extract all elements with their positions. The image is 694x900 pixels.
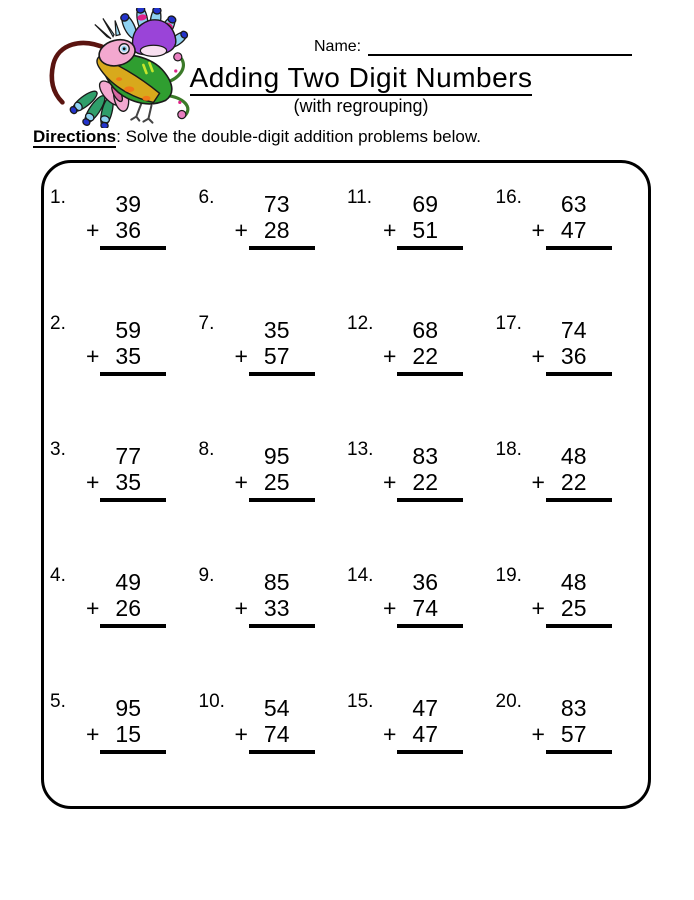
- addend-top: 77: [115, 443, 141, 469]
- problem-stack: [235, 191, 315, 250]
- addend-top: 68: [412, 317, 438, 343]
- problem-bottom-row: [86, 343, 166, 369]
- addend-bottom: 74: [412, 595, 438, 621]
- problem-stack: [235, 317, 315, 376]
- plus-sign: +: [234, 595, 248, 621]
- answer-line: [100, 246, 166, 250]
- addend-top: 95: [263, 443, 290, 469]
- addend-top: 54: [263, 695, 290, 721]
- answer-line: [397, 246, 463, 250]
- addend-top: 49: [115, 569, 141, 595]
- addend-top: 36: [412, 569, 438, 595]
- addition-problem: [199, 565, 348, 691]
- answer-line: [100, 372, 166, 376]
- addend-top: 63: [560, 191, 587, 217]
- problem-number: 10.: [198, 691, 225, 712]
- addend-top: 47: [412, 695, 438, 721]
- addend-bottom: 26: [115, 595, 141, 621]
- plus-sign: +: [383, 217, 397, 243]
- problem-stack: [383, 569, 463, 628]
- answer-line: [397, 750, 463, 754]
- plus-sign: +: [531, 469, 545, 495]
- addend-bottom: 22: [412, 343, 438, 369]
- name-label: Name:: [314, 38, 362, 55]
- problem-bottom-row: [86, 469, 166, 495]
- problem-number: 9.: [198, 565, 215, 586]
- addition-problem: [199, 691, 348, 817]
- addend-top: 48: [560, 443, 587, 469]
- answer-line: [546, 372, 612, 376]
- bird-crest-icon: [95, 18, 120, 38]
- problem-number: 17.: [495, 313, 522, 334]
- problem-number: 4.: [50, 565, 66, 586]
- problem-bottom-row: [383, 217, 463, 243]
- plus-sign: +: [234, 721, 248, 747]
- addition-problem: [50, 187, 199, 313]
- plus-sign: +: [86, 469, 100, 495]
- problem-bottom-row: [235, 595, 315, 621]
- plus-sign: +: [383, 595, 397, 621]
- addend-top: 35: [263, 317, 290, 343]
- problem-stack: [86, 443, 166, 502]
- addend-bottom: 35: [115, 343, 141, 369]
- problem-number: 12.: [347, 313, 374, 334]
- problem-number: 2.: [50, 313, 66, 334]
- plus-sign: +: [86, 343, 100, 369]
- problem-number: 6.: [198, 187, 215, 208]
- addend-bottom: 47: [560, 217, 587, 243]
- problem-stack: [86, 695, 166, 754]
- addend-bottom: 47: [412, 721, 438, 747]
- answer-line: [249, 624, 315, 628]
- plus-sign: +: [383, 469, 397, 495]
- plus-sign: +: [531, 217, 545, 243]
- plus-sign: +: [234, 469, 248, 495]
- answer-line: [397, 624, 463, 628]
- addition-problem: [496, 691, 645, 817]
- problem-stack: [383, 695, 463, 754]
- problem-number: 8.: [198, 439, 215, 460]
- addition-problem: [496, 313, 645, 439]
- answer-line: [100, 750, 166, 754]
- plus-sign: +: [86, 721, 100, 747]
- answer-line: [397, 372, 463, 376]
- plus-sign: +: [531, 595, 545, 621]
- addition-problem: [496, 565, 645, 691]
- addend-bottom: 28: [263, 217, 290, 243]
- addend-top: 95: [115, 695, 141, 721]
- problem-bottom-row: [86, 721, 166, 747]
- addend-bottom: 51: [412, 217, 438, 243]
- problem-stack: [383, 443, 463, 502]
- problem-number: 13.: [347, 439, 374, 460]
- directions-text: : Solve the double-digit addition problems below.: [116, 127, 481, 146]
- answer-line: [249, 372, 315, 376]
- problem-bottom-row: [235, 217, 315, 243]
- answer-line: [546, 624, 612, 628]
- problem-stack: [86, 569, 166, 628]
- answer-line: [249, 750, 315, 754]
- answer-line: [546, 498, 612, 502]
- title-wrap: [0, 62, 694, 94]
- addition-problem: [347, 439, 496, 565]
- addend-bottom: 74: [263, 721, 290, 747]
- answer-line: [249, 498, 315, 502]
- directions-label: Directions: [33, 127, 117, 146]
- problem-bottom-row: [86, 595, 166, 621]
- addend-top: 83: [412, 443, 438, 469]
- problem-stack: [235, 443, 315, 502]
- addend-bottom: 57: [560, 721, 587, 747]
- problem-bottom-row: [532, 469, 612, 495]
- plus-sign: +: [531, 721, 545, 747]
- problem-number: 15.: [347, 691, 374, 712]
- problem-stack: [86, 317, 166, 376]
- directions-line: [33, 127, 481, 147]
- problem-stack: [235, 569, 315, 628]
- answer-line: [100, 624, 166, 628]
- addition-problem: [50, 691, 199, 817]
- addend-bottom: 36: [560, 343, 587, 369]
- addend-bottom: 15: [115, 721, 141, 747]
- addend-top: 73: [263, 191, 290, 217]
- addition-problem: [496, 439, 645, 565]
- problem-stack: [532, 191, 612, 250]
- addend-bottom: 22: [560, 469, 587, 495]
- problem-number: 7.: [198, 313, 215, 334]
- problem-stack: [235, 695, 315, 754]
- bird-wing-base: [140, 45, 166, 56]
- page-title: Adding Two Digit Numbers: [190, 62, 533, 96]
- problem-stack: [383, 191, 463, 250]
- addition-problem: [50, 565, 199, 691]
- problems-grid: [44, 163, 648, 806]
- problem-bottom-row: [532, 217, 612, 243]
- addend-bottom: 36: [115, 217, 141, 243]
- addition-problem: [347, 691, 496, 817]
- problem-bottom-row: [235, 469, 315, 495]
- addend-bottom: 25: [560, 595, 587, 621]
- addend-bottom: 33: [263, 595, 290, 621]
- problem-number: 14.: [347, 565, 374, 586]
- problem-bottom-row: [383, 721, 463, 747]
- addition-problem: [347, 565, 496, 691]
- problem-number: 5.: [50, 691, 66, 712]
- answer-line: [100, 498, 166, 502]
- addend-bottom: 22: [412, 469, 438, 495]
- plus-sign: +: [383, 343, 397, 369]
- plus-sign: +: [383, 721, 397, 747]
- addend-bottom: 35: [115, 469, 141, 495]
- bird-eye-icon: [119, 44, 129, 54]
- addition-problem: [199, 187, 348, 313]
- problem-number: 19.: [495, 565, 522, 586]
- name-blank-line: [368, 38, 632, 56]
- addition-problem: [496, 187, 645, 313]
- answer-line: [397, 498, 463, 502]
- problem-stack: [532, 569, 612, 628]
- name-row: [314, 38, 632, 56]
- plus-sign: +: [531, 343, 545, 369]
- problem-number: 16.: [495, 187, 522, 208]
- problems-box: [41, 160, 651, 809]
- problem-bottom-row: [235, 721, 315, 747]
- problem-bottom-row: [532, 595, 612, 621]
- addend-top: 85: [263, 569, 290, 595]
- plus-sign: +: [234, 343, 248, 369]
- addend-top: 69: [412, 191, 438, 217]
- problem-bottom-row: [383, 343, 463, 369]
- addend-bottom: 57: [263, 343, 290, 369]
- addend-top: 39: [115, 191, 141, 217]
- addition-problem: [347, 313, 496, 439]
- problem-bottom-row: [235, 343, 315, 369]
- plus-sign: +: [86, 217, 100, 243]
- problem-bottom-row: [383, 595, 463, 621]
- problem-stack: [532, 443, 612, 502]
- answer-line: [546, 246, 612, 250]
- problem-number: 11.: [347, 187, 373, 208]
- addend-top: 83: [560, 695, 587, 721]
- problem-number: 18.: [495, 439, 522, 460]
- addition-problem: [199, 313, 348, 439]
- addition-problem: [347, 187, 496, 313]
- problem-bottom-row: [383, 469, 463, 495]
- problem-bottom-row: [86, 217, 166, 243]
- problem-number: 20.: [495, 691, 522, 712]
- problem-stack: [532, 695, 612, 754]
- addend-top: 48: [560, 569, 587, 595]
- addend-top: 74: [560, 317, 587, 343]
- addition-problem: [199, 439, 348, 565]
- problem-stack: [86, 191, 166, 250]
- problem-bottom-row: [532, 343, 612, 369]
- problem-number: 3.: [50, 439, 66, 460]
- problem-bottom-row: [532, 721, 612, 747]
- problem-number: 1.: [50, 187, 66, 208]
- plus-sign: +: [86, 595, 100, 621]
- addition-problem: [50, 439, 199, 565]
- problem-stack: [532, 317, 612, 376]
- plus-sign: +: [234, 217, 248, 243]
- addend-bottom: 25: [263, 469, 290, 495]
- page-subtitle: (with regrouping): [293, 96, 429, 116]
- answer-line: [546, 750, 612, 754]
- problem-stack: [383, 317, 463, 376]
- addition-problem: [50, 313, 199, 439]
- addend-top: 59: [115, 317, 141, 343]
- answer-line: [249, 246, 315, 250]
